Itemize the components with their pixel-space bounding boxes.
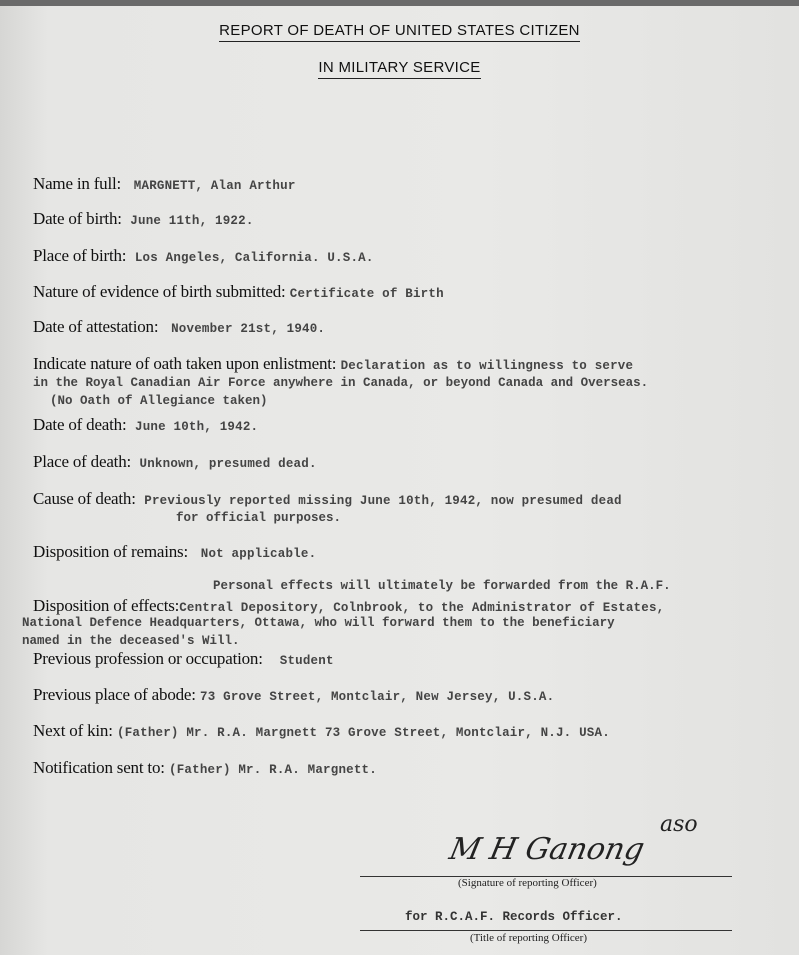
report-title: REPORT OF DEATH OF UNITED STATES CITIZEN bbox=[0, 22, 799, 39]
label: Nature of evidence of birth submitted: bbox=[33, 282, 286, 301]
effects-value-line3: National Defence Headquarters, Ottawa, who will forward them to the beneficiary bbox=[22, 616, 615, 630]
value: Student bbox=[279, 654, 334, 668]
report-subtitle: IN MILITARY SERVICE bbox=[0, 59, 799, 76]
field-abode bbox=[33, 685, 554, 705]
title-caption: (Title of reporting Officer) bbox=[470, 932, 587, 944]
label: Indicate nature of oath taken upon enlistment: bbox=[33, 354, 337, 373]
label: Previous place of abode: bbox=[33, 685, 196, 704]
field-profession bbox=[33, 649, 334, 669]
value: Not applicable. bbox=[200, 547, 317, 561]
label: Place of death: bbox=[33, 452, 132, 471]
value: Previously reported missing June 10th, 1942, now presumed dead bbox=[144, 494, 622, 508]
field-pod bbox=[33, 452, 317, 472]
value: Declaration as to willingness to serve bbox=[340, 359, 634, 373]
value: June 11th, 1922. bbox=[130, 214, 254, 228]
label: Place of birth: bbox=[33, 246, 127, 265]
field-oath bbox=[33, 354, 633, 374]
label: Next of kin: bbox=[33, 721, 113, 740]
value: Los Angeles, California. U.S.A. bbox=[134, 251, 374, 265]
oath-value-line2: in the Royal Canadian Air Force anywhere in Canada, or beyond Canada and Overseas. bbox=[33, 376, 649, 390]
label: Notification sent to: bbox=[33, 758, 165, 777]
field-notification bbox=[33, 758, 377, 778]
signature-suffix: aso bbox=[660, 812, 698, 837]
signature-caption: (Signature of reporting Officer) bbox=[458, 877, 597, 889]
label: Name in full: bbox=[33, 174, 122, 193]
value: Certificate of Birth bbox=[289, 287, 444, 301]
value: November 21st, 1940. bbox=[171, 322, 326, 336]
field-evidence bbox=[33, 282, 444, 302]
oath-value-line3: (No Oath of Allegiance taken) bbox=[50, 394, 268, 408]
value: 73 Grove Street, Montclair, New Jersey, U.S.A. bbox=[200, 690, 555, 704]
field-dod bbox=[33, 415, 258, 435]
officer-title: for R.C.A.F. Records Officer. bbox=[405, 910, 623, 924]
value: Central Depository, Colnbrook, to the Administrator of Estates, bbox=[179, 601, 665, 615]
value: MARGNETT, Alan Arthur bbox=[133, 179, 296, 193]
field-effects bbox=[33, 596, 664, 616]
cause-value-line2: for official purposes. bbox=[176, 511, 342, 525]
field-name bbox=[33, 174, 296, 194]
effects-value-line4: named in the deceased's Will. bbox=[22, 634, 240, 648]
value: Unknown, presumed dead. bbox=[139, 457, 317, 471]
field-dob bbox=[33, 209, 254, 229]
label: Disposition of effects: bbox=[33, 596, 180, 615]
effects-value-line1: Personal effects will ultimately be forwarded from the R.A.F. bbox=[213, 579, 671, 593]
value: (Father) Mr. R.A. Margnett 73 Grove Street, Montclair, N.J. USA. bbox=[117, 726, 610, 740]
officer-signature: M H Ganong bbox=[446, 832, 648, 867]
field-remains bbox=[33, 542, 316, 562]
field-cause bbox=[33, 489, 622, 509]
title-line bbox=[360, 930, 732, 931]
value: (Father) Mr. R.A. Margnett. bbox=[169, 763, 377, 777]
label: Date of birth: bbox=[33, 209, 122, 228]
field-pob bbox=[33, 246, 374, 266]
label: Date of death: bbox=[33, 415, 127, 434]
scan-edge bbox=[0, 0, 799, 6]
label: Disposition of remains: bbox=[33, 542, 188, 561]
label: Cause of death: bbox=[33, 489, 136, 508]
value: June 10th, 1942. bbox=[135, 420, 259, 434]
label: Previous profession or occupation: bbox=[33, 649, 263, 668]
label: Date of attestation: bbox=[33, 317, 159, 336]
field-kin bbox=[33, 721, 610, 741]
field-attestation bbox=[33, 317, 325, 337]
